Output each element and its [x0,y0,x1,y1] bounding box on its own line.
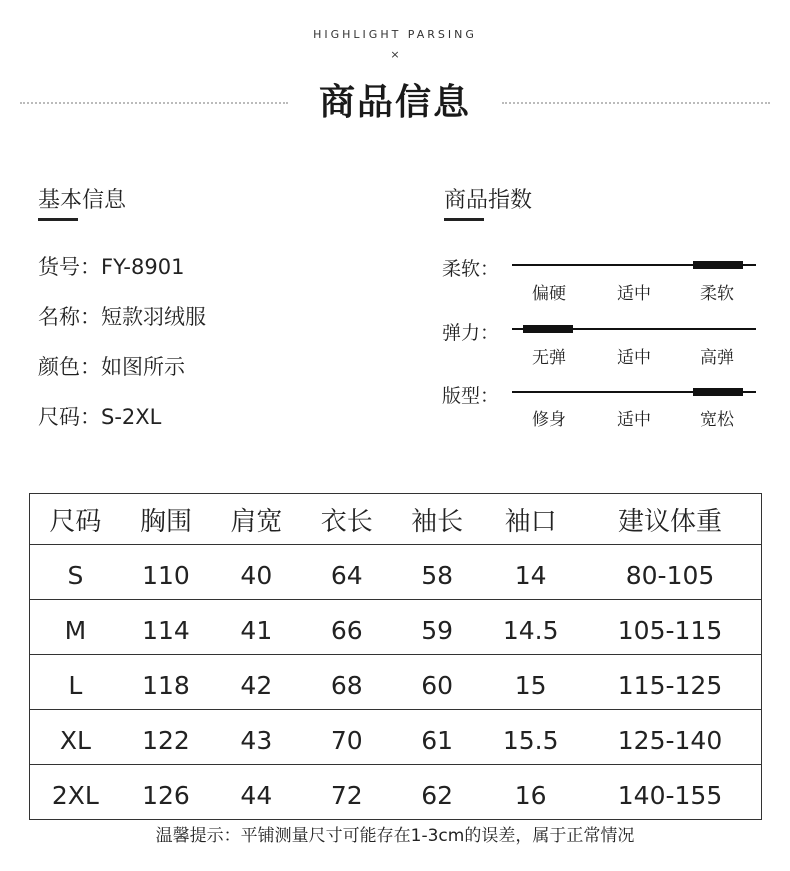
table-cell: 2XL [30,765,121,820]
table-cell: 42 [211,655,301,710]
page-title: 商品信息 [318,82,471,123]
info-row-color [38,351,185,381]
title-divider-right [502,102,770,104]
table-header-row [30,494,762,545]
info-label: 颜色： [38,355,101,379]
eyebrow-text: HIGHLIGHT PARSING [313,28,477,41]
softness-option: 柔软 [700,284,734,304]
footnote: 温馨提示：平铺测量尺寸可能存在1-3cm的误差，属于正常情况 [155,826,635,846]
table-cell: 64 [302,545,392,600]
eyebrow-mark: × [390,48,400,61]
column-header: 胸围 [121,494,211,545]
softness-option: 适中 [617,284,651,304]
table-cell: 60 [392,655,482,710]
info-label: 尺码： [38,405,101,429]
info-value: 如图所示 [101,355,185,379]
product-index-title: 商品指数 [444,188,533,213]
info-value: FY-8901 [101,255,185,279]
table-cell: 125-140 [579,710,761,765]
elasticity-option: 高弹 [700,348,734,368]
info-label: 名称： [38,305,101,329]
table-cell: 14.5 [482,600,579,655]
table-cell: 110 [121,545,211,600]
index-label-elasticity: 弹力： [442,322,500,344]
table-cell: S [30,545,121,600]
table-cell: 68 [302,655,392,710]
fit-option: 修身 [532,410,566,430]
elasticity-scale-marker [523,325,573,333]
basic-info-underline [38,218,78,221]
table-row [30,765,762,820]
fit-option: 宽松 [700,410,734,430]
table-cell: L [30,655,121,710]
table-row [30,710,762,765]
table-cell: 43 [211,710,301,765]
table-cell: 14 [482,545,579,600]
table-cell: 15 [482,655,579,710]
fit-scale-marker [693,388,743,396]
column-header: 袖口 [482,494,579,545]
column-header: 建议体重 [579,494,761,545]
table-row [30,545,762,600]
elasticity-option: 无弹 [532,348,566,368]
product-index-underline [444,218,484,221]
size-chart-table [29,493,762,820]
table-cell: 59 [392,600,482,655]
column-header: 肩宽 [211,494,301,545]
column-header: 袖长 [392,494,482,545]
fit-option: 适中 [617,410,651,430]
table-cell: 62 [392,765,482,820]
table-cell: M [30,600,121,655]
table-cell: 105-115 [579,600,761,655]
table-cell: 61 [392,710,482,765]
info-value: S-2XL [101,405,162,429]
softness-option: 偏硬 [532,284,566,304]
table-cell: 16 [482,765,579,820]
info-row-size [38,401,161,431]
basic-info-title: 基本信息 [38,188,127,213]
elasticity-option: 适中 [617,348,651,368]
table-cell: 70 [302,710,392,765]
softness-scale-marker [693,261,743,269]
table-row [30,600,762,655]
column-header: 尺码 [30,494,121,545]
table-cell: 80-105 [579,545,761,600]
table-row [30,655,762,710]
table-cell: 140-155 [579,765,761,820]
table-cell: 115-125 [579,655,761,710]
table-cell: 15.5 [482,710,579,765]
index-label-fit: 版型： [442,385,500,407]
table-cell: 72 [302,765,392,820]
table-cell: XL [30,710,121,765]
table-cell: 40 [211,545,301,600]
table-cell: 44 [211,765,301,820]
table-cell: 118 [121,655,211,710]
table-cell: 122 [121,710,211,765]
table-cell: 66 [302,600,392,655]
table-cell: 126 [121,765,211,820]
info-value: 短款羽绒服 [101,305,206,329]
column-header: 衣长 [302,494,392,545]
index-label-softness: 柔软： [442,258,500,280]
table-cell: 58 [392,545,482,600]
info-row-name [38,301,206,331]
table-cell: 41 [211,600,301,655]
info-row-item-number [38,251,184,281]
info-label: 货号： [38,255,101,279]
table-cell: 114 [121,600,211,655]
